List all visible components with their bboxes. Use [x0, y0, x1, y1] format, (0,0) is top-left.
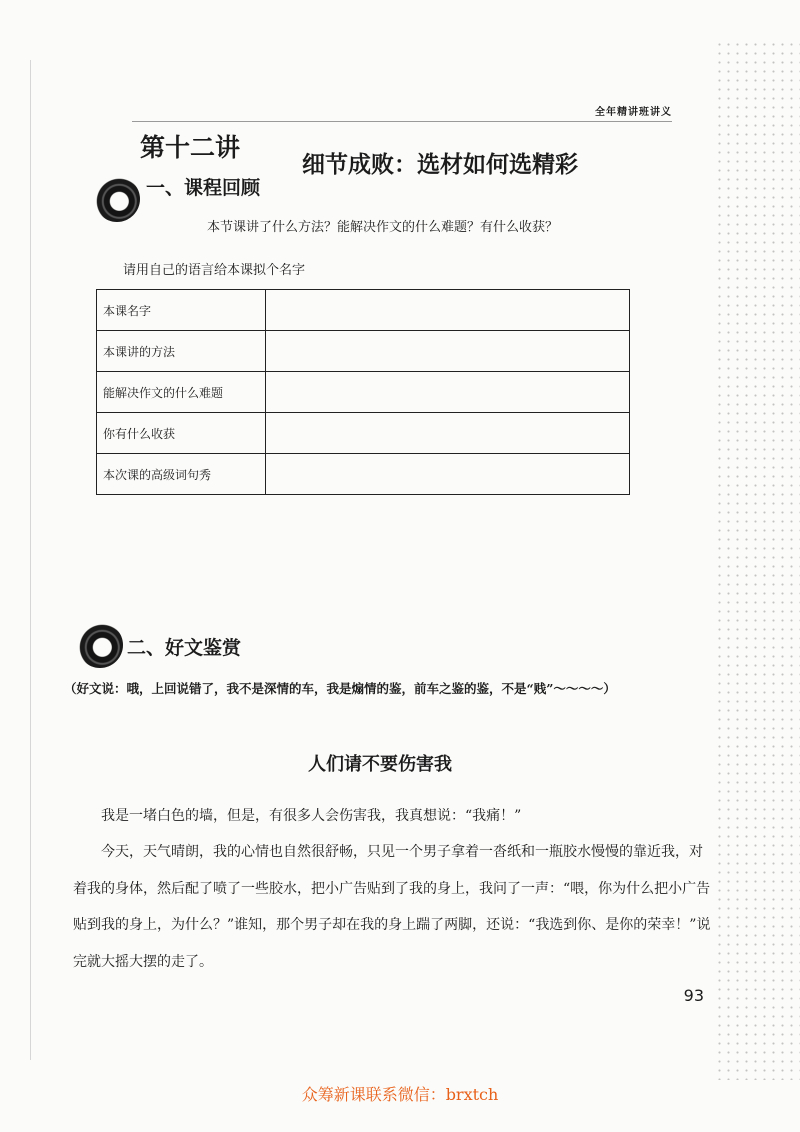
lecture-number: 第十二讲 — [140, 133, 241, 162]
table-row — [97, 413, 630, 454]
answer-cell[interactable] — [266, 372, 630, 413]
row-label: 本次课的高级词句秀 — [97, 454, 266, 495]
row-label: 本课讲的方法 — [97, 331, 266, 372]
lecture-title: 细节成败：选材如何选精彩 — [302, 152, 578, 178]
essay-paragraph: 今天，天气晴朗，我的心情也自然很舒畅，只见一个男子拿着一沓纸和一瓶胶水慢慢的靠近我，对着我的身体，然后配了喷了一些胶水，把小广告贴到了我的身上，我问了一声：“喂，你为什么把小广告贴到我的身上，为什么？”谁知，那个男子却在我的身上踹了两脚，还说：“我选到你、是你的荣幸！”说完就大摇大摆的走了。 — [73, 844, 711, 970]
essay-paragraph: 我是一堵白色的墙，但是，有很多人会伤害我，我真想说：“我痛！” — [101, 808, 522, 824]
table-row — [97, 290, 630, 331]
essay-body — [73, 798, 713, 980]
review-instruction: 请用自己的语言给本课拟个名字 — [123, 263, 306, 278]
answer-cell[interactable] — [266, 454, 630, 495]
page-number: 93 — [683, 986, 704, 1005]
section-heading-review: 一、课程回顾 — [146, 177, 261, 199]
ink-circle-icon — [77, 622, 123, 668]
table-row — [97, 454, 630, 495]
dotted-margin — [715, 40, 800, 1080]
row-label: 你有什么收获 — [97, 413, 266, 454]
section-heading-appreciation: 二、好文鉴赏 — [127, 637, 242, 659]
answer-cell[interactable] — [266, 331, 630, 372]
header-rule — [132, 121, 672, 122]
watermark: 众筹新课联系微信：brxtch — [301, 1085, 499, 1104]
review-table — [96, 289, 630, 495]
answer-cell[interactable] — [266, 413, 630, 454]
page-edge — [30, 60, 31, 1060]
table-row — [97, 331, 630, 372]
essay-title: 人们请不要伤害我 — [308, 754, 452, 775]
row-label: 能解决作文的什么难题 — [97, 372, 266, 413]
row-label: 本课名字 — [97, 290, 266, 331]
answer-cell[interactable] — [266, 290, 630, 331]
humor-note: （好文说：哦，上回说错了，我不是深情的车，我是煽情的鉴，前车之鉴的鉴，不是“贱”～～～～） — [64, 681, 616, 696]
table-row — [97, 372, 630, 413]
series-header: 全年精讲班讲义 — [595, 107, 672, 118]
ink-circle-icon — [94, 176, 140, 222]
review-question: 本节课讲了什么方法？能解决作文的什么难题？有什么收获？ — [207, 220, 559, 235]
